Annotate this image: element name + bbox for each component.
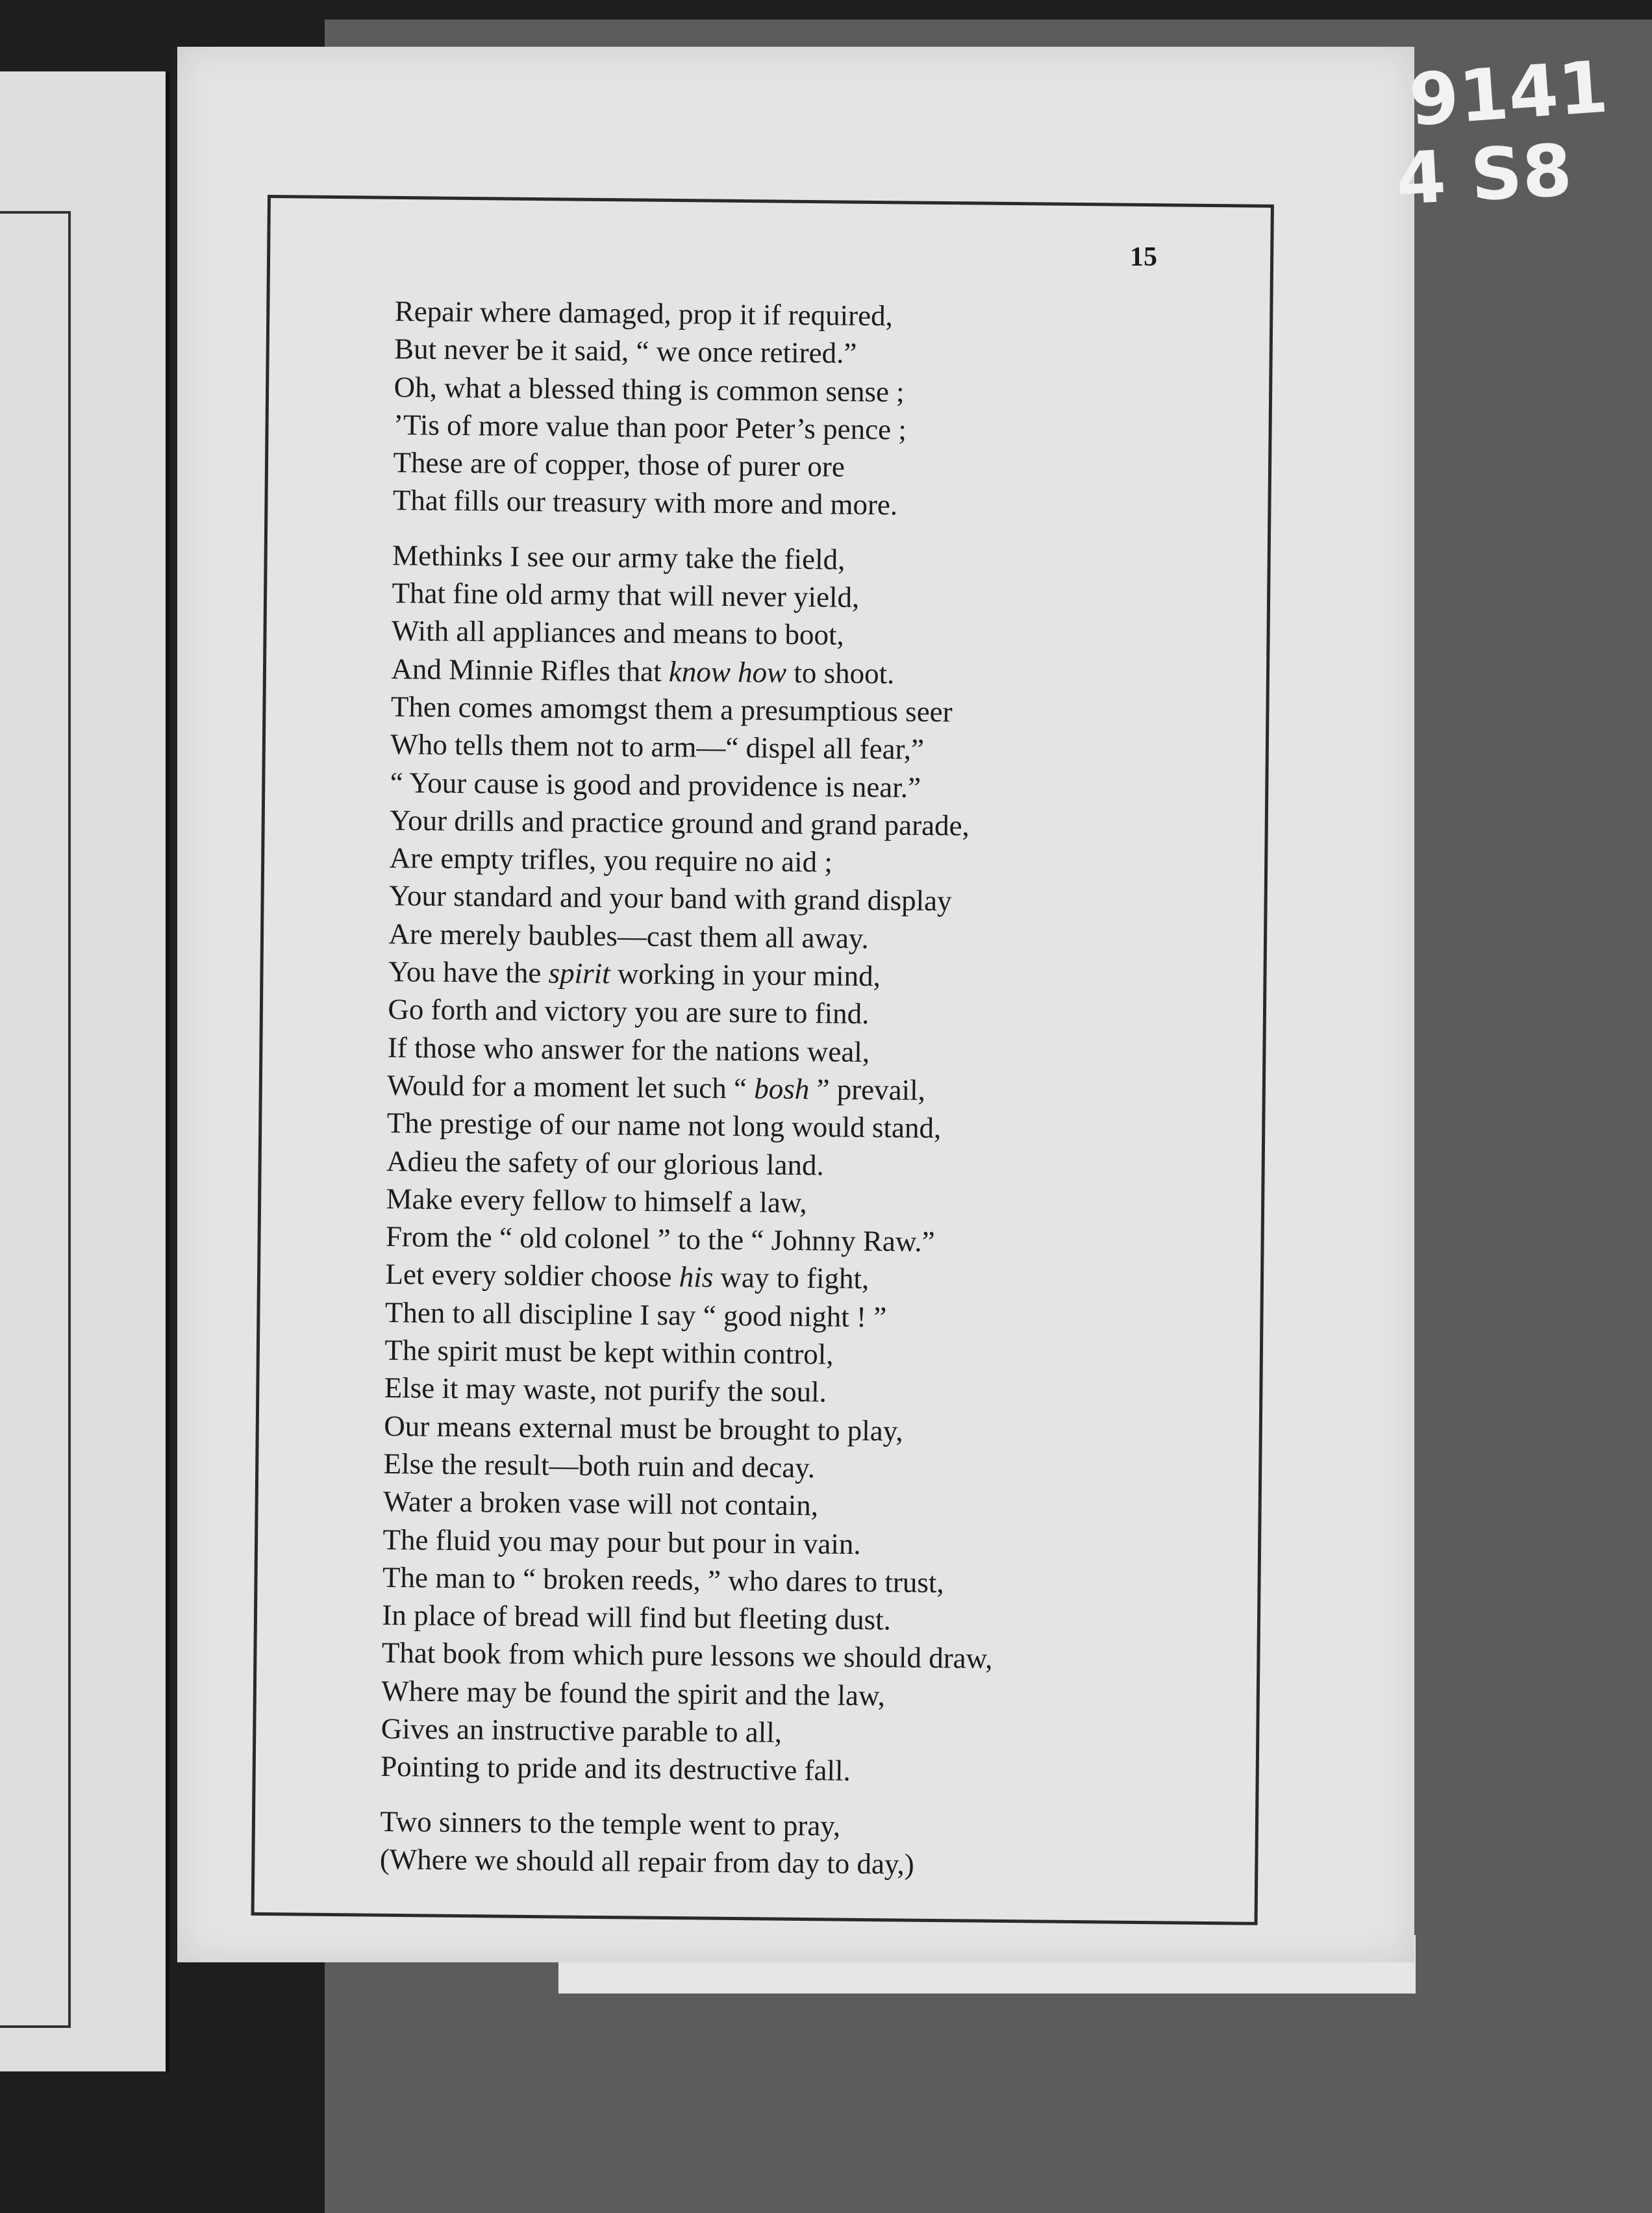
poem-line: These are of copper, those of purer ore xyxy=(393,446,845,483)
poem-line: Your drills and practice ground and grand parade, xyxy=(389,803,970,842)
poem-text xyxy=(380,292,1239,1886)
poem-line: Where may be found the spirit and the law, xyxy=(381,1674,886,1712)
poem-line: Our means external must be brought to play, xyxy=(384,1409,903,1447)
poem-line: If those who answer for the nations weal, xyxy=(387,1031,870,1068)
poem-line: Else it may waste, not purify the soul. xyxy=(384,1371,827,1408)
poem-line: That fills our treasury with more and more. xyxy=(392,484,898,521)
poem-line: Would for a moment let such “ bosh ” prevail, xyxy=(387,1068,926,1106)
poem-line: The prestige of our name not long would stand, xyxy=(386,1106,942,1145)
poem-line: The spirit must be kept within control, xyxy=(384,1333,834,1371)
poem-line: Pointing to pride and its destructive fall. xyxy=(380,1750,851,1788)
poem-line: And Minnie Rifles that know how to shoot. xyxy=(391,652,895,690)
handwritten-annotation-top: 9141 xyxy=(1406,45,1611,142)
poem-line: That fine old army that will never yield, xyxy=(392,577,860,614)
poem-line: Else the result—both ruin and decay. xyxy=(383,1447,816,1484)
poem-line: (Where we should all repair from day to day,) xyxy=(379,1842,915,1881)
poem-line: Make every fellow to himself a law, xyxy=(386,1182,807,1219)
poem-line: That book from which pure lessons we should draw, xyxy=(381,1636,993,1675)
handwritten-annotation-bottom: 4 S8 xyxy=(1394,129,1574,221)
poem-line: Then comes amomgst them a presumptious seer xyxy=(390,690,953,729)
poem-line: Water a broken vase will not contain, xyxy=(382,1485,819,1522)
poem-line: Let every soldier choose his way to fight, xyxy=(385,1258,870,1295)
poem-line: The man to “ broken reeds, ” who dares to trust, xyxy=(382,1560,944,1599)
poem-line: Who tells them not to arm—“ dispel all fear,” xyxy=(390,728,925,766)
poem-line: From the “ old colonel ” to the “ Johnny Raw.” xyxy=(385,1220,935,1258)
poem-line: Go forth and victory you are sure to find. xyxy=(388,993,870,1031)
poem-line: In place of bread will find but fleeting dust. xyxy=(382,1599,892,1636)
facing-page xyxy=(0,71,169,2071)
poem-line: But never be it said, “ we once retired.” xyxy=(394,332,857,370)
poem-line: “ Your cause is good and providence is near.” xyxy=(390,766,921,804)
facing-page-frame xyxy=(0,211,71,2028)
poem-line: Are merely baubles—cast them all away. xyxy=(388,917,870,955)
poem-line: Gives an instructive parable to all, xyxy=(381,1712,782,1749)
poem-line: Oh, what a blessed thing is common sense ; xyxy=(394,370,905,408)
poem-line: Repair where damaged, prop it if required, xyxy=(394,294,894,332)
poem-line: Two sinners to the temple went to pray, xyxy=(380,1805,841,1842)
poem-line: With all appliances and means to boot, xyxy=(391,614,844,652)
poem-line: Are empty trifles, you require no aid ; xyxy=(389,842,833,879)
poem-line: The fluid you may pour but pour in vain. xyxy=(382,1523,861,1560)
poem-line: Then to all discipline I say “ good night ! ” xyxy=(384,1295,887,1334)
poem-line: Your standard and your band with grand display xyxy=(388,879,952,918)
page-number: 15 xyxy=(1130,242,1157,272)
poem-line: You have the spirit working in your mind, xyxy=(388,955,881,993)
poem-line: ’Tis of more value than poor Peter’s pence ; xyxy=(393,408,907,446)
poem-line: Methinks I see our army take the field, xyxy=(392,538,845,576)
poem-line: Adieu the safety of our glorious land. xyxy=(386,1144,824,1181)
